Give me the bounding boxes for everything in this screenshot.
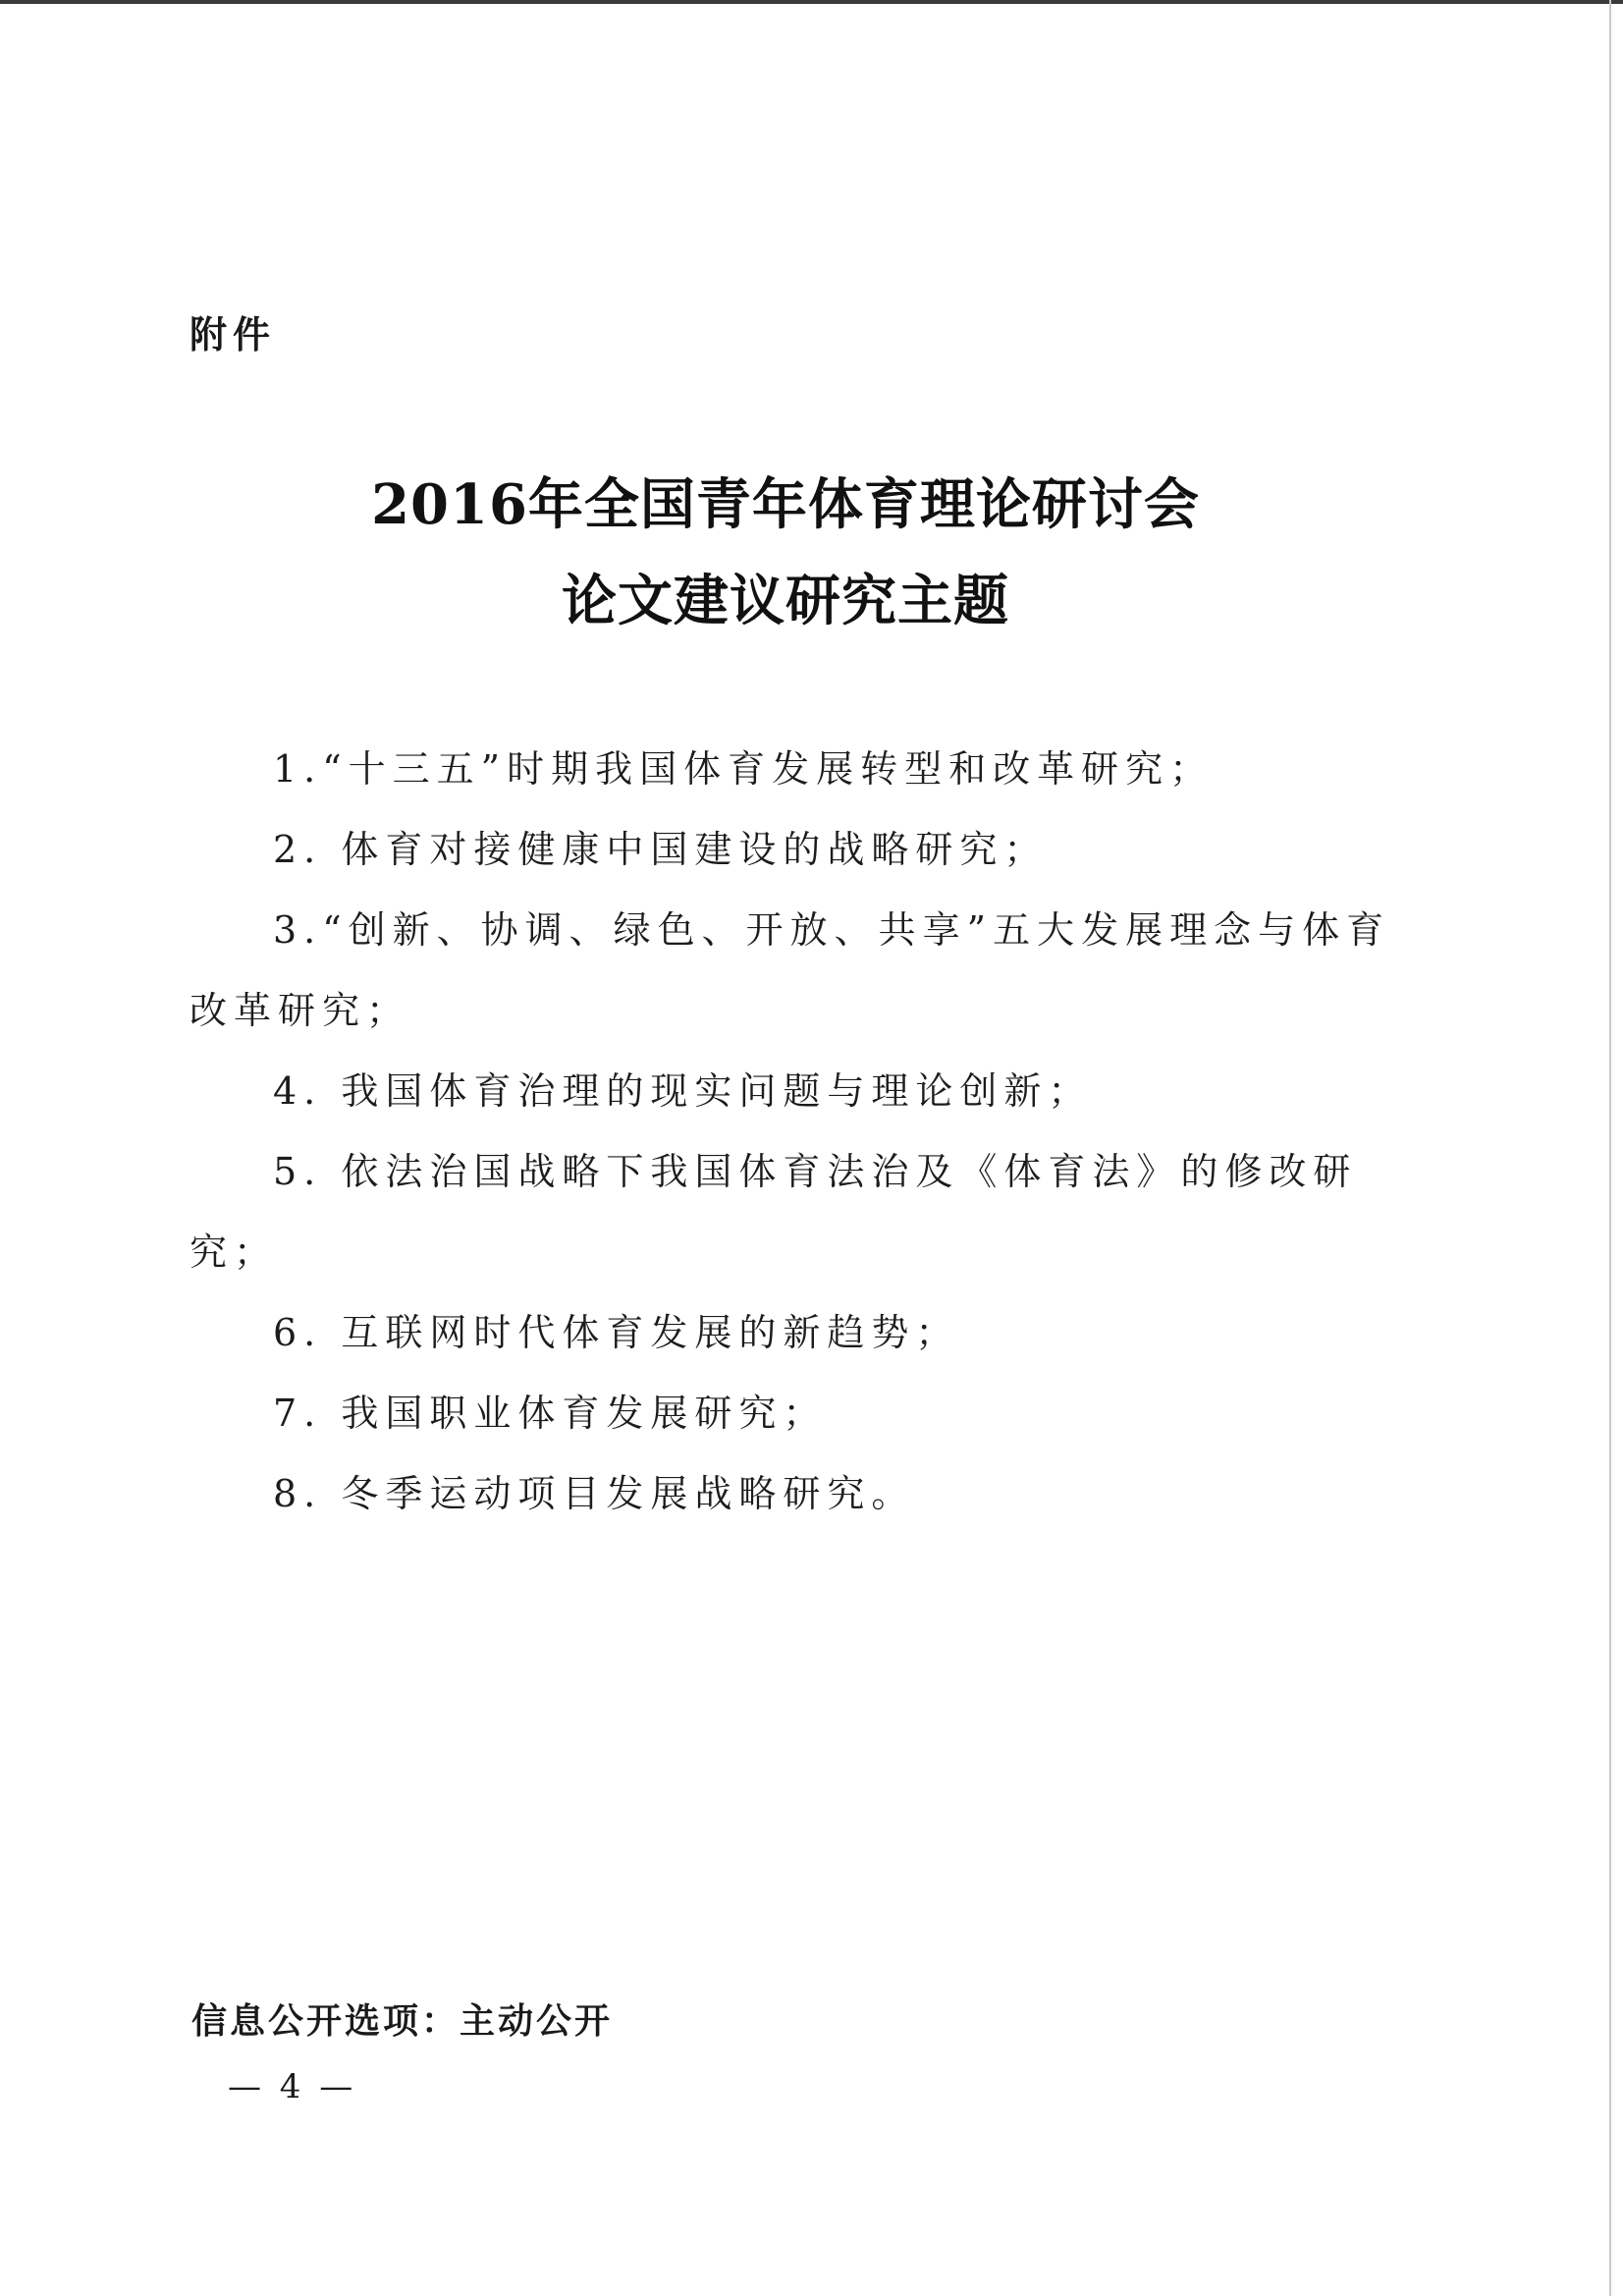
- topic-item: 8. 冬季运动项目发展战略研究。: [273, 1472, 916, 1515]
- topic-item: 2. 体育对接健康中国建设的战略研究；: [273, 828, 1049, 871]
- attachment-label: 附件: [189, 313, 277, 356]
- disclosure-option: 信息公开选项：主动公开: [191, 2001, 614, 2042]
- scan-edge-top: [0, 0, 1623, 4]
- scan-edge-right: [1609, 0, 1611, 2296]
- topic-item: 5. 依法治国战略下我国体育法治及《体育法》的修改研究；: [189, 1150, 1358, 1274]
- topic-item: 6. 互联网时代体育发展的新趋势；: [273, 1311, 960, 1354]
- topic-item: 1.“十三五”时期我国体育发展转型和改革研究；: [273, 747, 1215, 791]
- topic-item: 3.“创新、协调、绿色、开放、共享”五大发展理念与体育改革研究；: [189, 908, 1391, 1032]
- topic-item: 7. 我国职业体育发展研究；: [273, 1392, 828, 1435]
- document-title-line-1: 2016年全国青年体育理论研讨会: [371, 472, 1200, 537]
- research-topic-list: [189, 729, 1397, 1534]
- document-title-line-2: 论文建议研究主题: [562, 569, 1009, 633]
- topic-item: 4. 我国体育治理的现实问题与理论创新；: [273, 1069, 1093, 1113]
- page-number: — 4 —: [228, 2067, 357, 2106]
